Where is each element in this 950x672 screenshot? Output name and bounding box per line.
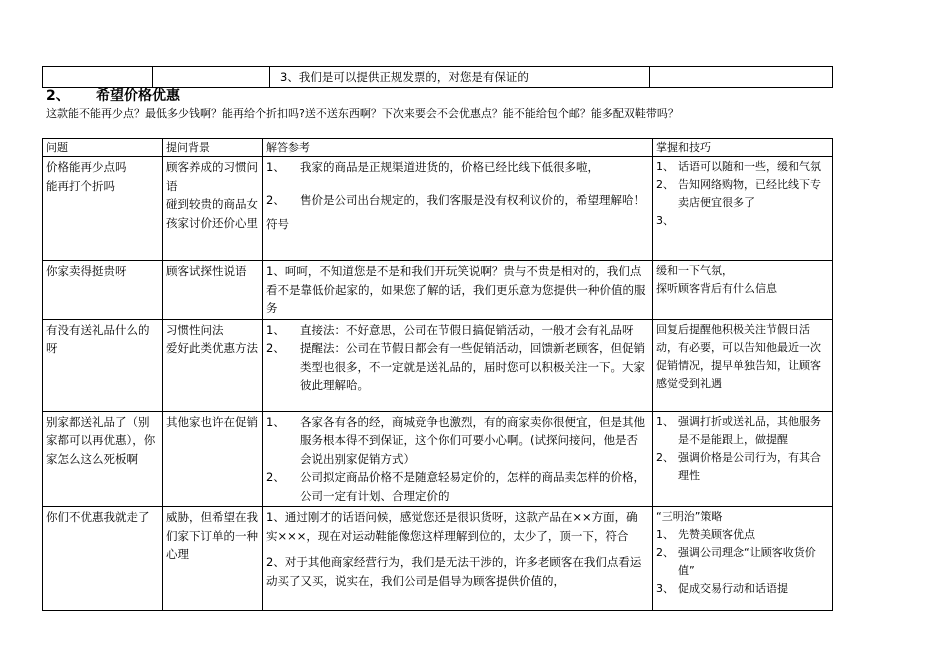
table-cell	[650, 67, 833, 88]
answer-number: 1、	[266, 414, 285, 429]
table-cell	[153, 67, 270, 88]
answer-item	[266, 191, 649, 210]
tips-cell	[653, 157, 833, 261]
faq-table	[42, 138, 833, 611]
answer-item	[266, 413, 649, 469]
tip-text: 话语可以随和一些，缓和气氛	[678, 160, 821, 173]
answer-number: 1、	[266, 160, 285, 174]
answer-text: 公司拟定商品价格不是随意轻易定价的，怎样的商品卖怎样的价格，公司一定有计划、合理定价的	[300, 470, 645, 503]
question-cell: 别家都送礼品了（别家都可以再优惠），你家怎么这么死板啊	[43, 411, 163, 507]
table-row	[43, 507, 833, 611]
answer-tail: 符号	[266, 217, 289, 231]
table-cell-answer: 3、我们是可以提供正规发票的，对您是有保证的	[270, 67, 650, 88]
answer-cell: 1、呵呵，不知道您是不是和我们开玩笑说啊？贵与不贵是相对的，我们点看不是靠低价起家的，如果您了解的话，我们更乐意为您提供一种价值的服务	[263, 261, 653, 320]
table-row	[43, 67, 833, 88]
answer-number: 2、	[266, 470, 285, 484]
question-cell: 价格能再少点吗 能再打个折吗	[43, 157, 163, 261]
background-cell: 习惯性问法 爱好此类优惠方法	[163, 319, 263, 411]
header-background: 提问背景	[163, 139, 263, 157]
question-cell: 你家卖得挺贵呀	[43, 261, 163, 320]
tips-cell	[653, 411, 833, 507]
table-header-row	[43, 139, 833, 157]
tip-number: 2、	[656, 450, 674, 464]
tip-number: 1、	[656, 528, 674, 541]
table-row	[43, 319, 833, 411]
tip-text: 先赞美顾客优点	[678, 528, 755, 541]
header-tips: 掌握和技巧	[653, 139, 833, 157]
header-answer: 解答参考	[263, 139, 653, 157]
background-cell: 威胁，但希望在我们家下订单的一种心理	[163, 507, 263, 611]
tip-text	[678, 212, 829, 230]
answer-text: 我家的商品是正规渠道进货的，价格已经比线下低很多啦，	[300, 160, 599, 174]
answer-item	[266, 158, 649, 177]
section-heading	[46, 87, 180, 105]
answer-text: 售价是公司出台规定的，我们客服是没有权利议价的，希望理解哈！	[300, 192, 645, 207]
table-row	[43, 157, 833, 261]
question-cell: 你们不优惠我就走了	[43, 507, 163, 611]
tip-item	[656, 526, 829, 544]
tip-text: 强调价格是公司行为，有其合理性	[678, 450, 821, 482]
answer-cell	[263, 157, 653, 261]
tip-text: 强调打折或送礼品，其他服务是不是能跟上，做提醒	[678, 414, 821, 446]
table-row	[43, 261, 833, 320]
section-number: 2、	[46, 88, 70, 104]
tip-text: 告知网络购物，已经比线下专卖店便宜很多了	[678, 178, 821, 209]
answer-number: 2、	[266, 192, 285, 207]
answer-cell	[263, 411, 653, 507]
answer-item	[266, 339, 649, 395]
tip-number: 1、	[656, 160, 674, 173]
previous-table-tail	[42, 66, 833, 88]
answer-text: 2、对于其他商家经营行为，我们是无法干涉的，许多老顾客在我们点看运动买了又买，说实在，我们公司是倡导为顾客提供价值的，	[266, 555, 642, 588]
table-cell	[43, 67, 153, 88]
answer-item	[266, 321, 649, 340]
background-cell: 其他家也许在促销	[163, 411, 263, 507]
tip-item	[656, 212, 829, 230]
tips-cell: 回复后提醒他积极关注节假日活动，有必要，可以告知他最近一次促销情况，提早单独告知，让顾客感觉受到礼遇	[653, 319, 833, 411]
answer-cell	[263, 319, 653, 411]
tips-cell	[653, 507, 833, 611]
answer-item	[266, 468, 649, 505]
table-row	[43, 411, 833, 507]
tip-item	[656, 176, 829, 212]
tip-text: 促成交易行动和话语提	[678, 582, 788, 595]
answer-text: 提醒法：公司在节假日都会有一些促销活动，回馈新老顾客，但促销类型也很多，不一定就是送礼品的，届时您可以积极关注一下。大家彼此理解哈。	[300, 341, 645, 392]
tips-cell: 缓和一下气氛， 探听顾客背后有什么信息	[653, 261, 833, 320]
tip-number: 1、	[656, 414, 674, 428]
background-cell: 顾客试探性说语	[163, 261, 263, 320]
answer-number: 2、	[266, 341, 285, 355]
tip-item	[656, 544, 829, 580]
tip-title: “三明治”策略	[656, 510, 723, 523]
tip-number: 3、	[656, 214, 674, 227]
tip-item	[656, 580, 829, 598]
section-intro: 这款能不能再少点？最低多少钱啊？能再给个折扣吗?送不送东西啊？下次来要会不会优惠点？能不能给包个邮？能多配双鞋带吗？	[46, 107, 679, 120]
answer-text: 1、通过刚才的话语问候，感觉您还是很识货呀，这款产品在××方面，确实×××，现在对运动鞋能像您这样理解到位的，太少了，顶一下，符合	[266, 510, 638, 543]
tip-item	[656, 449, 829, 485]
tip-item	[656, 413, 829, 449]
background-cell: 顾客养成的习惯问语 碰到较贵的商品女孩家讨价还价心里	[163, 157, 263, 261]
answer-text: 直接法：不好意思，公司在节假日搞促销活动，一般才会有礼品呀	[300, 322, 634, 337]
header-question: 问题	[43, 139, 163, 157]
tip-text: 强调公司理念“让顾客收货价值”	[678, 546, 816, 577]
section-title: 希望价格优惠	[96, 88, 180, 104]
tip-number: 2、	[656, 178, 674, 191]
answer-text: 各家各有各的经，商城竞争也激烈，有的商家卖你很便宜，但是其他服务根本得不到保证，这个你们可要小心啊。(试探问接问，他是否会说出别家促销方式）	[300, 414, 645, 466]
tip-number: 2、	[656, 546, 674, 559]
answer-number: 1、	[266, 322, 285, 337]
tip-item	[656, 158, 829, 176]
question-cell: 有没有送礼品什么的呀	[43, 319, 163, 411]
tip-number: 3、	[656, 582, 674, 595]
answer-cell	[263, 507, 653, 611]
